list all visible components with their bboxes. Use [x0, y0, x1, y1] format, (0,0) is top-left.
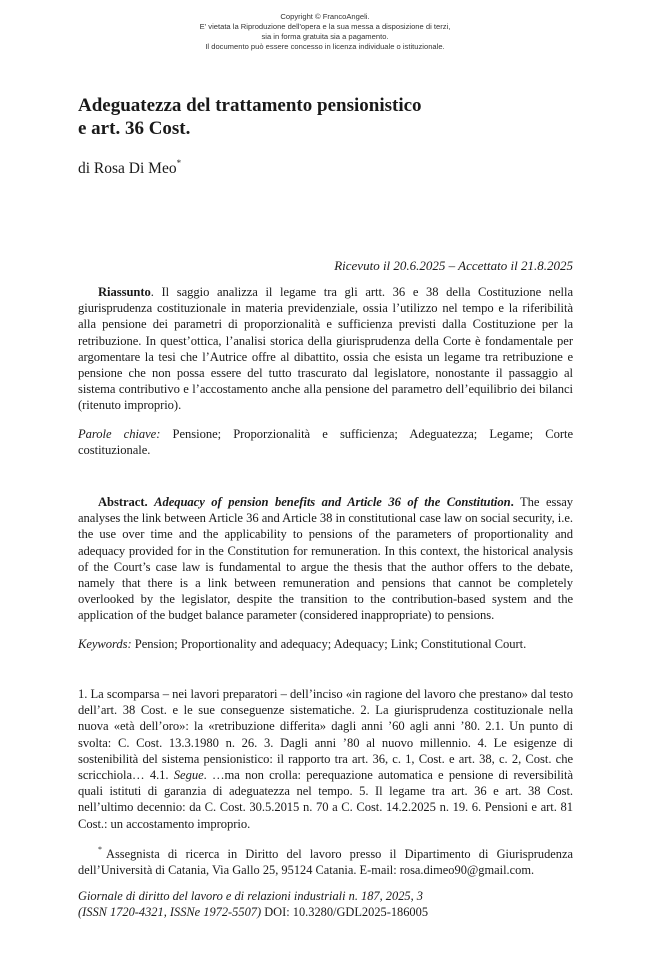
- author-footnote: [78, 846, 573, 878]
- copyright-line: Copyright © FrancoAngeli.: [280, 12, 370, 21]
- article-title: [78, 94, 573, 140]
- keywords-label: Keywords:: [78, 637, 132, 651]
- journal-name: Giornale di diritto del lavoro e di relazioni industriali n. 187, 2025, 3: [78, 889, 423, 903]
- author-byline: [78, 160, 181, 178]
- author-name: di Rosa Di Meo: [78, 160, 177, 177]
- toc-segue: Segue: [173, 768, 204, 783]
- copyright-line: sia in forma gratuita sia a pagamento.: [261, 32, 389, 41]
- journal-issn: (ISSN 1720-4321, ISSNe 1972-5507): [78, 905, 262, 919]
- riassunto-paragraph: [78, 284, 573, 414]
- copyright-line: Il documento può essere concesso in licenza individuale o istituzionale.: [205, 42, 445, 51]
- title-line: Adeguatezza del trattamento pensionistico: [78, 95, 422, 116]
- toc-text: . …ma non crolla: perequazione automatica e pensione di reversibilità quali istituti di garanzia di adeguatezza nel tempo. 5. Il legame tra art. 36 e art. 38 Cost. nell’ultimo decennio: da C. Cost. 30.5.2015 n. 70 a C. Cost. 14.2.2025 n. 19. 6. Pensioni e art. 81 Cost.: un accostamento improprio.: [78, 768, 573, 831]
- footnote-marker: *: [98, 845, 102, 854]
- footnote-text: Assegnista di ricerca in Diritto del lavoro presso il Dipartimento di Giurisprudenza dell’Università di Catania, Via Gallo 25, 95124 Catania. E-mail: rosa.dimeo90@gmail.com.: [78, 847, 573, 877]
- footnote-marker: *: [176, 158, 182, 168]
- abstract-paragraph: [78, 494, 573, 624]
- keywords-text: Pension; Proportionality and adequacy; Adequacy; Link; Constitutional Court.: [131, 637, 527, 651]
- parole-chiave-text: Pensione; Proporzionalità e sufficienza; Adeguatezza; Legame; Corte costituzionale.: [78, 427, 573, 458]
- title-line: e art. 36 Cost.: [78, 118, 191, 139]
- parole-chiave-label: Parole chiave:: [78, 427, 161, 441]
- abstract-text: The essay analyses the link between Article 36 and Article 38 in constitutional case law on social security, i.e. the use over time and the applicability to pensions of the parameters of proportionality and adequacy provided for in the Constitution for remuneration. In this context, the historical analysis of the Court’s case law is fundamental to argue the thesis that the author offers to the debate, namely that there is a link between remuneration and pensions that cannot be completely overlooked by the legislator, despite the transition to the contribution-based system and the application of the budget balance parameter (considered inappropriate) to pensions.: [78, 495, 573, 623]
- received-accepted-dates: Ricevuto il 20.6.2025 – Accettato il 21.8.2025: [334, 258, 573, 273]
- riassunto-label: Riassunto: [98, 285, 151, 299]
- abstract-label: Abstract.: [98, 495, 148, 509]
- journal-citation: [78, 888, 573, 920]
- parole-chiave-paragraph: [78, 426, 573, 458]
- copyright-notice: [0, 12, 650, 52]
- abstract-title-end: .: [510, 495, 514, 509]
- copyright-line: E' vietata la Riproduzione dell'opera e la sua messa a disposizione di terzi,: [199, 22, 451, 31]
- table-of-contents: [78, 686, 573, 832]
- toc-text: 1. La scomparsa – nei lavori preparatori – dell’inciso «in ragione del lavoro che prestano» dal testo dell’art. 38 Cost. e le sue conseguenze sistematiche. 2. La giurisprudenza costituzionale nella nuova «età dell’oro»: la «retribuzione differita» dagli anni ’60 agli anni ’80. 2.1. Un punto di svolta: C. Cost. 13.3.1980 n. 26. 3. Dagli anni ’80 al nuovo millennio. 4. Le esigenze di sostenibilità del sistema pensionistico: il rapporto tra art. 36, c. 1, Cost. e art. 38, c. 2, Cost. che scricchiola… 4.1.: [78, 687, 573, 783]
- abstract-title: Adequacy of pension benefits and Article 36 of the Constitution: [154, 495, 511, 509]
- riassunto-text: . Il saggio analizza il legame tra gli artt. 36 e 38 della Costituzione nella giurisprudenza costituzionale in materia previdenziale, ossia l’utilizzo nel tempo e la riferibilità alla pensione dei parametri di proporzionalità e sufficienza previsti dalla Costituzione per la retribuzione. In quest’ottica, l’analisi storica della giurisprudenza della Corte è fondamentale per argomentare la tesi che l’Autrice offre al dibattito, ossia che esista un legame tra retribuzione e pensione che non possa essere del tutto trascurato dal legislatore, nonostante il passaggio al sistema contributivo e l’accostamento anche alla pensione del parametro dell’equilibrio dei bilanci (ritenuto improprio).: [78, 285, 573, 413]
- journal-doi: DOI: 10.3280/GDL2025-186005: [261, 905, 429, 919]
- keywords-paragraph: [78, 636, 573, 652]
